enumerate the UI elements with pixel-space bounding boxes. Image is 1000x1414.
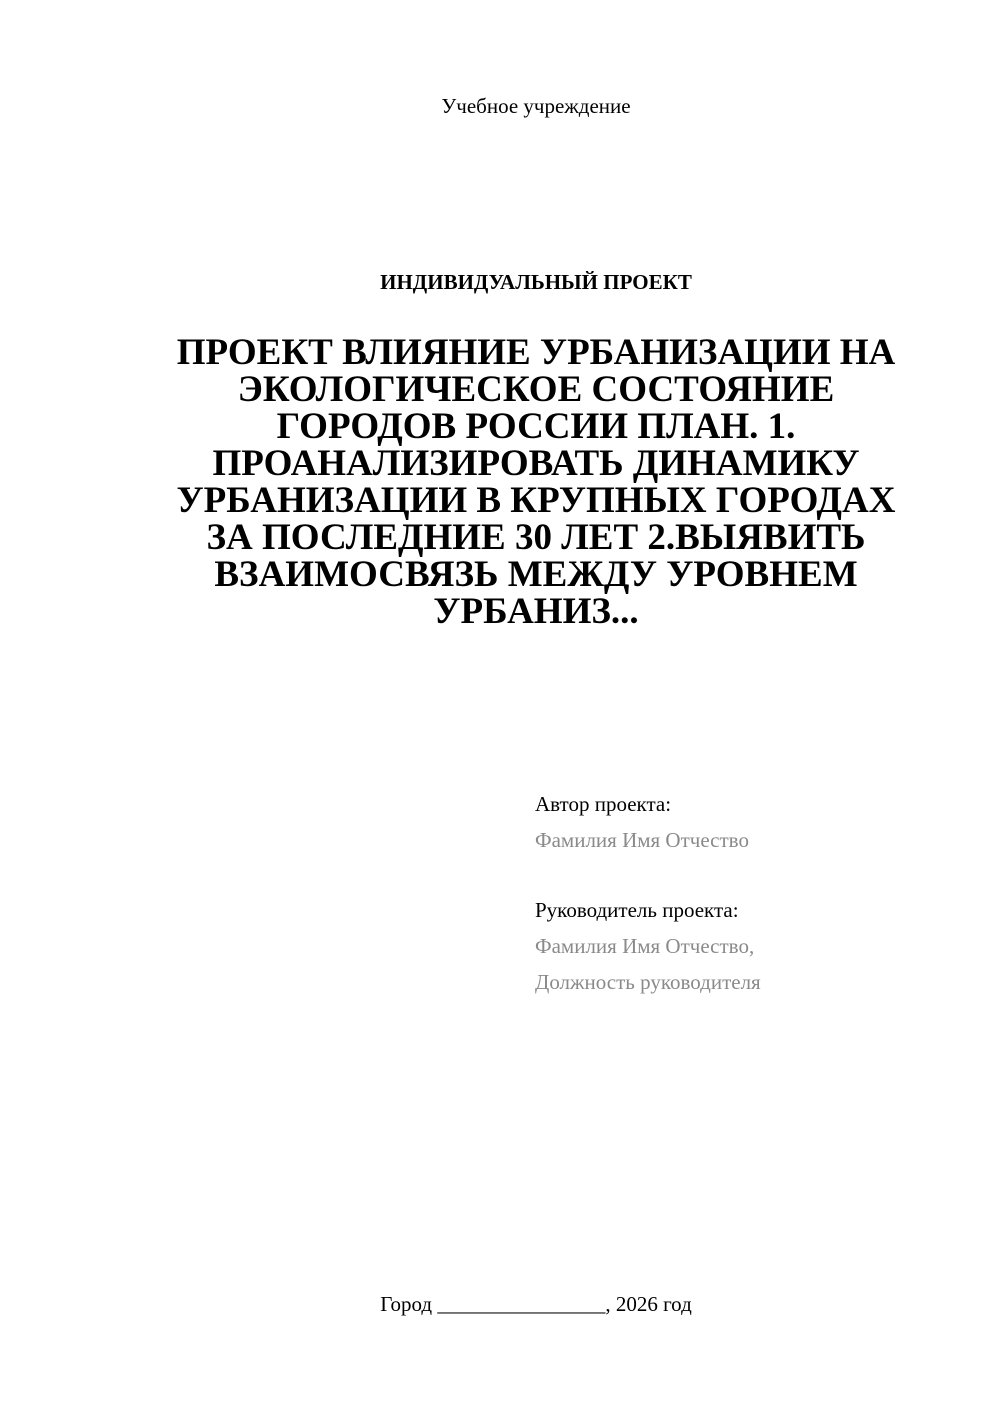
supervisor-position-placeholder: Должность руководителя bbox=[535, 970, 761, 994]
city-year-line: Город ________________, 2026 год bbox=[380, 1292, 692, 1316]
project-type-heading: ИНДИВИДУАЛЬНЫЙ ПРОЕКТ bbox=[380, 270, 692, 294]
supervisor-block bbox=[535, 892, 975, 1000]
author-label: Автор проекта: bbox=[535, 792, 672, 816]
project-title: ПРОЕКТ ВЛИЯНИЕ УРБАНИЗАЦИИ НА ЭКОЛОГИЧЕСКОЕ СОСТОЯНИЕ ГОРОДОВ РОССИИ ПЛАН. 1. ПРОАНАЛИЗИРОВАТЬ ДИНАМИКУ УРБАНИЗАЦИИ В КРУПНЫХ ГОРОДАХ ЗА ПОСЛЕДНИЕ 30 ЛЕТ 2.ВЫЯВИТЬ ВЗАИМОСВЯЗЬ МЕЖДУ УРОВНЕМ УРБАНИЗ... bbox=[176, 332, 896, 632]
supervisor-label: Руководитель проекта: bbox=[535, 898, 739, 922]
author-name-placeholder: Фамилия Имя Отчество bbox=[535, 828, 749, 852]
supervisor-name-placeholder: Фамилия Имя Отчество, bbox=[535, 934, 755, 958]
author-block bbox=[535, 786, 975, 858]
institution-name: Учебное учреждение bbox=[441, 94, 631, 118]
